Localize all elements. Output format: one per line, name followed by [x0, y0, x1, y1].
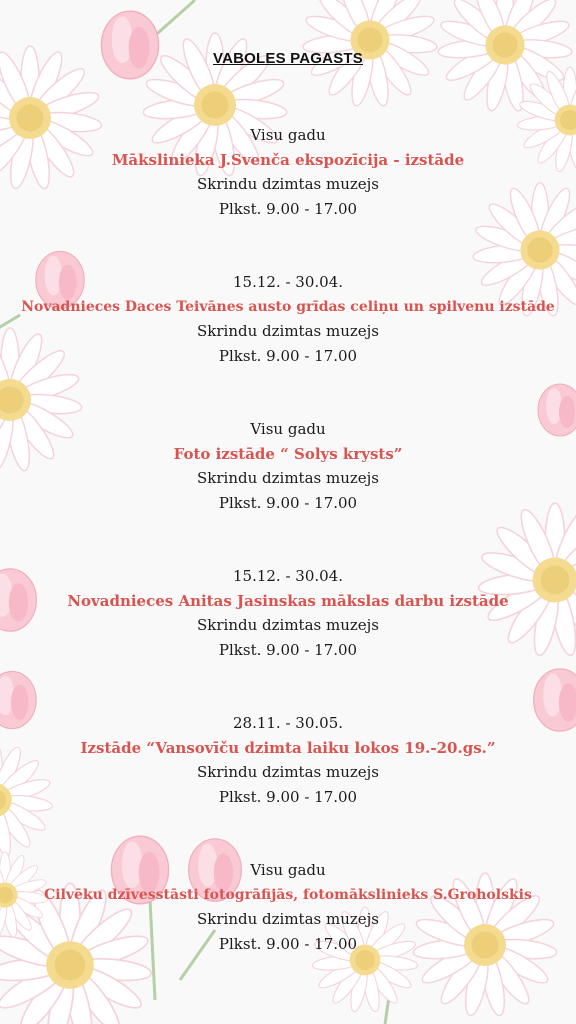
event-name: Cilvēku dzīvesstāsti fotogrāfijās, fotomākslinieks S.Groholskis	[44, 886, 532, 903]
event-item	[0, 564, 576, 662]
event-date: Visu gadu	[250, 861, 326, 879]
event-item	[0, 711, 576, 809]
event-hours: Plkst. 9.00 - 17.00	[218, 199, 358, 218]
event-venue: Skrindu dzimtas muzejs	[197, 175, 379, 193]
event-item	[0, 858, 576, 956]
event-date: Visu gadu	[250, 126, 326, 144]
event-hours: Plkst. 9.00 - 17.00	[218, 640, 358, 659]
event-hours: Plkst. 9.00 - 17.00	[218, 346, 358, 365]
event-hours: Plkst. 9.00 - 17.00	[218, 934, 358, 953]
event-hours: Plkst. 9.00 - 17.00	[218, 787, 358, 806]
event-hours: Plkst. 9.00 - 17.00	[218, 493, 358, 512]
event-item	[0, 417, 576, 515]
event-venue: Skrindu dzimtas muzejs	[197, 763, 379, 781]
event-item	[0, 123, 576, 221]
page-title: VABOLES PAGASTS	[213, 50, 363, 67]
event-name: Novadnieces Anitas Jasinskas mākslas darbu izstāde	[67, 591, 509, 610]
event-name: Mākslinieka J.Svenča ekspozīcija - izstāde	[111, 150, 465, 169]
event-date: Visu gadu	[250, 420, 326, 438]
event-date: 15.12. - 30.04.	[232, 567, 344, 585]
event-name: Foto izstāde “ Solys krysts”	[173, 444, 403, 463]
event-venue: Skrindu dzimtas muzejs	[197, 322, 379, 340]
event-item	[0, 270, 576, 368]
event-venue: Skrindu dzimtas muzejs	[197, 910, 379, 928]
event-name: Izstāde “Vansovīču dzimta laiku lokos 19.-20.gs.”	[80, 738, 496, 757]
event-venue: Skrindu dzimtas muzejs	[197, 616, 379, 634]
event-name: Novadnieces Daces Teivānes austo grīdas celiņu un spilvenu izstāde	[21, 298, 555, 315]
event-date: 28.11. - 30.05.	[232, 714, 344, 732]
event-venue: Skrindu dzimtas muzejs	[197, 469, 379, 487]
event-date: 15.12. - 30.04.	[232, 273, 344, 291]
